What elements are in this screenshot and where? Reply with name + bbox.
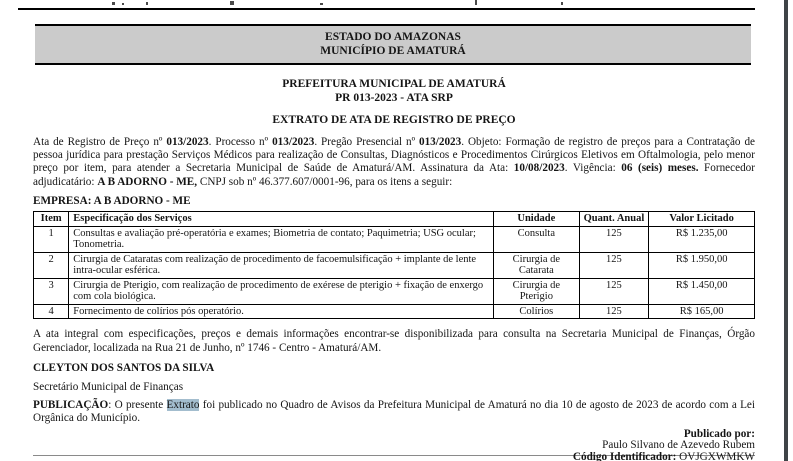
top-horizontal-rule [18, 8, 755, 10]
items-table [33, 211, 755, 319]
cell-spec: Cirurgia de Cataratas com realização de procedimento de facoemulsificação + implante de lente intra-ocular esférica. [69, 252, 494, 278]
footer-block [33, 429, 755, 461]
cell-item: 2 [34, 252, 69, 278]
header-unit: Unidade [494, 212, 579, 227]
cell-value: R$ 1.450,00 [649, 278, 755, 304]
cell-qty: 125 [579, 278, 649, 304]
ata-subtitle: PR 013-2023 - ATA SRP [335, 91, 453, 104]
cell-unit: Cirurgia de Pterigio [494, 278, 579, 304]
signatory-name: CLEYTON DOS SANTOS DA SILVA [33, 361, 215, 374]
published-by-label: Publicado por: [683, 427, 755, 440]
code-identifier-value: OVJGXWMKW [679, 450, 755, 461]
cell-spec: Cirurgia de Pterigio, com realização de procedimento de exérese de pterigio + fixação de enxergo com cola biológica. [69, 278, 494, 304]
state-name: ESTADO DO AMAZONAS [325, 31, 461, 43]
prefeitura-title: PREFEITURA MUNICIPAL DE AMATURÁ [282, 78, 506, 90]
closing-paragraph: A ata integral com especificações, preços e demais informações encontrar-se disponibilizada para consulta na Secretaria Municipal de Finanças, Órgão Gerenciador, localizada na Rua 21 de Junho, nº 1746 - Centro - Amaturá/AM. [33, 328, 755, 354]
cell-qty: 125 [579, 252, 649, 278]
table-header-row [34, 212, 755, 227]
empresa-heading: EMPRESA: A B ADORNO - ME [33, 195, 191, 208]
cell-spec: Consultas e avaliação pré-operatória e exames; Biometria de contato; Paquimetria; USG ocular; Tonometria. [69, 226, 494, 252]
table-row [34, 226, 755, 252]
header-item: Item [34, 212, 69, 227]
header-spec: Especificação dos Serviços [69, 212, 494, 227]
state-header-box [35, 24, 751, 65]
cell-item: 3 [34, 278, 69, 304]
cell-value: R$ 165,00 [649, 304, 755, 319]
code-identifier-line [33, 452, 755, 461]
cell-item: 4 [34, 304, 69, 319]
intro-paragraph: Ata de Registro de Preço nº 013/2023. Processo nº 013/2023. Pregão Presencial nº 013/2023. Objeto: Formação de registro de preços para a Contratação de pessoa jurídica para prestação Serviços Médicos para realização de Consultas, Diagnósticos e Procedimentos Cirúrgicos Eletivos em Oftalmologia, pelo menor preço por item, para atender a Secretaria Municipal de Saúde de Amaturá/AM. Assinatura da Ata: 10/08/2023. Vigência: 06 (seis) meses. Fornecedor adjudicatário: A B ADORNO - ME, CNPJ sob nº 46.377.607/0001-96, para os itens a seguir: [33, 135, 756, 188]
cell-qty: 125 [579, 304, 649, 319]
cell-unit: Cirurgia de Catarata [494, 252, 579, 278]
header-qty: Quant. Anual [579, 212, 649, 227]
search-highlight: Extrato [166, 398, 200, 411]
cell-item: 1 [34, 226, 69, 252]
cell-spec: Fornecimento de colírios pós operatório. [69, 304, 494, 319]
cell-qty: 125 [579, 226, 649, 252]
signatory-role: Secretário Municipal de Finanças [33, 380, 184, 393]
cell-value: R$ 1.235,00 [649, 226, 755, 252]
table-row [34, 252, 755, 278]
publication-paragraph: PUBLICAÇÃO: O presente Extrato foi publicado no Quadro de Avisos da Prefeitura Municipal de Amaturá no dia 10 de agosto de 2023 de acordo com a Lei Orgânica do Município. [33, 398, 755, 425]
code-identifier-label: Código Identificador: [572, 450, 677, 461]
table-row [34, 304, 755, 319]
title-block [33, 78, 755, 105]
page-edge-bar [784, 0, 788, 461]
document-content [33, 24, 755, 461]
header-value: Valor Licitado [649, 212, 755, 227]
municipality-name: MUNICÍPIO DE AMATURÁ [320, 45, 466, 57]
table-row [34, 278, 755, 304]
published-by-name: Paulo Silvano de Azevedo Rubem [602, 439, 755, 452]
cell-unit: Consulta [494, 226, 579, 252]
cell-value: R$ 1.950,00 [649, 252, 755, 278]
section-title: EXTRATO DE ATA DE REGISTRO DE PREÇO [272, 114, 516, 126]
cell-unit: Colírios [494, 304, 579, 319]
